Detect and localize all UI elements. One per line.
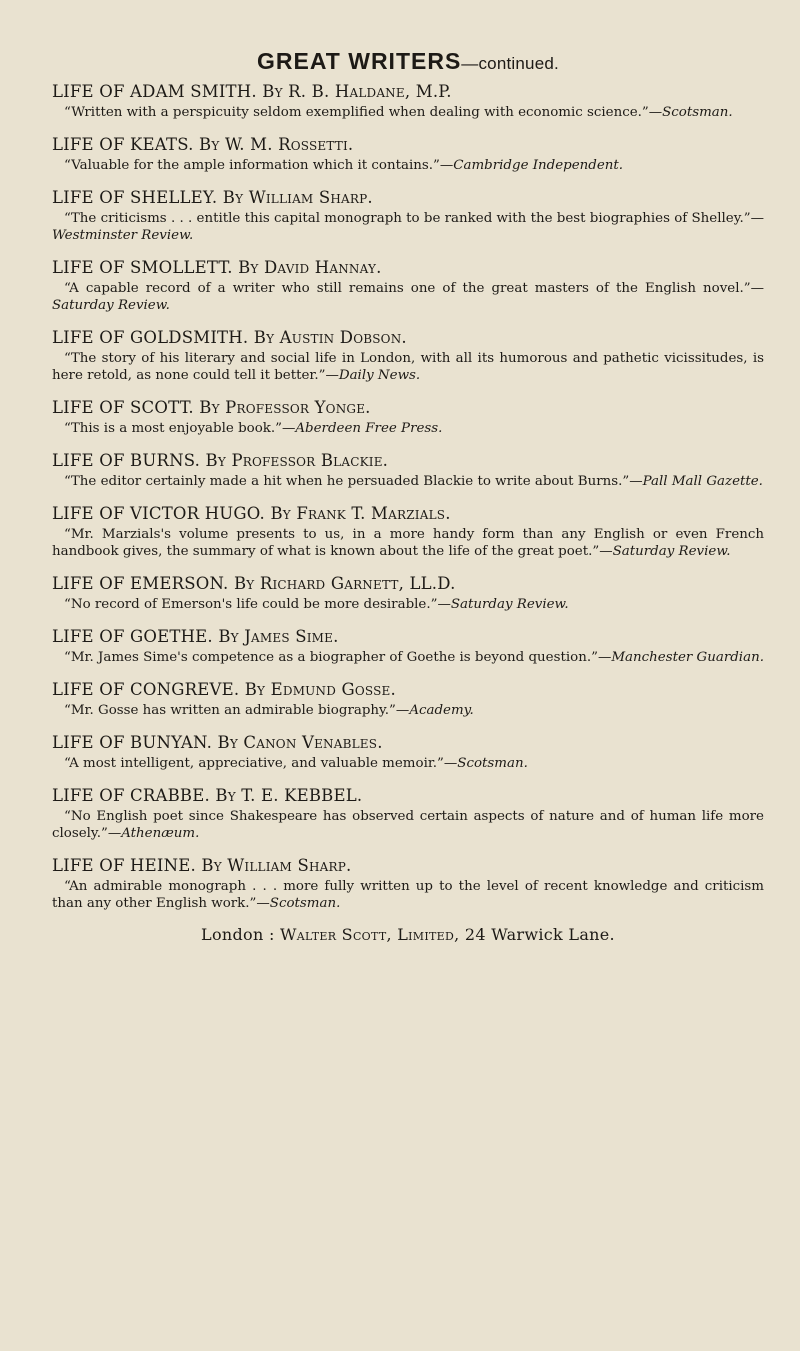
- entry-author: By Austin Dobson.: [253, 328, 407, 347]
- entry-author: By W. M. Rossetti.: [199, 135, 354, 154]
- footer-address: 24 Warwick Lane.: [464, 925, 615, 944]
- list-item: [52, 187, 764, 244]
- entry-title: [52, 257, 764, 279]
- quote-text: “Mr. James Sime's competence as a biographer of Goethe is beyond question.”: [64, 650, 598, 665]
- entry-subject: LIFE OF ADAM SMITH.: [52, 82, 257, 101]
- quote-text: “Valuable for the ample information which it contains.”: [64, 158, 440, 173]
- list-item: [52, 732, 764, 772]
- quote-text: “Mr. Marzials's volume presents to us, in a more handy form than any English or even French handbook gives, the summary of what is known about the life of the great poet.”: [52, 527, 764, 559]
- quote-text: “Written with a perspicuity seldom exemplified when dealing with economic science.”: [64, 105, 649, 120]
- entry-subject: LIFE OF SHELLEY.: [52, 188, 218, 207]
- entry-title: [52, 187, 764, 209]
- entry-subject: LIFE OF SMOLLETT.: [52, 258, 233, 277]
- list-item: [52, 626, 764, 666]
- entry-title: [52, 503, 764, 525]
- quote-text: “This is a most enjoyable book.”: [64, 421, 282, 436]
- entry-subject: LIFE OF GOETHE.: [52, 627, 213, 646]
- footer-place: London :: [201, 925, 275, 944]
- quote-source: —Daily News.: [325, 368, 421, 383]
- entry-author: By David Hannay.: [238, 258, 382, 277]
- entry-title: [52, 450, 764, 472]
- entry-quote: [52, 649, 764, 666]
- page: [52, 48, 764, 944]
- quote-source: —Manchester Guardian.: [597, 650, 764, 665]
- entry-subject: LIFE OF SCOTT.: [52, 398, 194, 417]
- list-item: [52, 679, 764, 719]
- quote-text: “The editor certainly made a hit when he persuaded Blackie to write about Burns.”: [64, 474, 630, 489]
- list-item: [52, 134, 764, 174]
- entry-title: [52, 626, 764, 648]
- quote-source: —Athenæum.: [107, 826, 200, 841]
- entry-quote: [52, 157, 764, 174]
- entry-quote: [52, 473, 764, 490]
- quote-text: “A most intelligent, appreciative, and valuable memoir.”: [64, 756, 444, 771]
- heading-title: GREAT WRITERS: [257, 48, 462, 74]
- entry-quote: [52, 878, 764, 912]
- entry-author: By Professor Yonge.: [199, 398, 371, 417]
- list-item: [52, 327, 764, 384]
- entry-quote: [52, 526, 764, 560]
- entry-subject: LIFE OF BURNS.: [52, 451, 201, 470]
- quote-source: —Scotsman.: [256, 896, 341, 911]
- entry-author: By T. E. KEBBEL.: [215, 786, 363, 805]
- entry-subject: LIFE OF VICTOR HUGO.: [52, 504, 265, 523]
- list-item: [52, 81, 764, 121]
- entry-subject: LIFE OF KEATS.: [52, 135, 194, 154]
- entry-title: [52, 327, 764, 349]
- entry-author: By Canon Venables.: [217, 733, 383, 752]
- quote-text: “No English poet since Shakespeare has observed certain aspects of nature and of human life more closely.”: [52, 809, 764, 841]
- entry-quote: [52, 808, 764, 842]
- entry-subject: LIFE OF EMERSON.: [52, 574, 229, 593]
- entry-title: [52, 573, 764, 595]
- list-item: [52, 257, 764, 314]
- entry-author: By James Sime.: [218, 627, 339, 646]
- quote-text: “The criticisms . . . entitle this capital monograph to be ranked with the best biographies of Shelley.”: [64, 211, 751, 226]
- entry-subject: LIFE OF GOLDSMITH.: [52, 328, 249, 347]
- quote-text: “The story of his literary and social life in London, with all its humorous and pathetic vicissitudes, is here retold, as none could tell it better.”: [52, 351, 764, 383]
- entry-author: By Professor Blackie.: [205, 451, 389, 470]
- entry-author: By Edmund Gosse.: [244, 680, 396, 699]
- entry-author: By William Sharp.: [222, 188, 373, 207]
- entry-title: [52, 81, 764, 103]
- quote-source: —Aberdeen Free Press.: [282, 421, 443, 436]
- quote-source: —Westminster Review.: [52, 211, 764, 243]
- entry-title: [52, 679, 764, 701]
- quote-text: “No record of Emerson's life could be more desirable.”: [64, 597, 438, 612]
- quote-source: —Saturday Review.: [437, 597, 569, 612]
- entry-quote: [52, 702, 764, 719]
- entry-author: By R. B. Haldane, M.P.: [262, 82, 452, 101]
- publisher-footer: [52, 925, 764, 944]
- quote-source: —Scotsman.: [443, 756, 528, 771]
- list-item: [52, 573, 764, 613]
- page-heading: [52, 48, 764, 75]
- entry-quote: [52, 210, 764, 244]
- entry-quote: [52, 420, 764, 437]
- entry-quote: [52, 755, 764, 772]
- entry-quote: [52, 350, 764, 384]
- entry-subject: LIFE OF HEINE.: [52, 856, 196, 875]
- quote-source: —Cambridge Independent.: [439, 158, 624, 173]
- entry-subject: LIFE OF BUNYAN.: [52, 733, 213, 752]
- quote-source: —Academy.: [395, 703, 474, 718]
- entry-title: [52, 732, 764, 754]
- list-item: [52, 397, 764, 437]
- quote-text: “An admirable monograph . . . more fully written up to the level of recent knowledge and criticism than any other English work.”: [52, 879, 764, 911]
- quote-source: —Pall Mall Gazette.: [629, 474, 763, 489]
- entry-title: [52, 134, 764, 156]
- entry-quote: [52, 104, 764, 121]
- heading-suffix: —continued.: [461, 54, 559, 73]
- list-item: [52, 785, 764, 842]
- entry-author: By William Sharp.: [201, 856, 352, 875]
- entry-author: By Richard Garnett, LL.D.: [233, 574, 456, 593]
- entry-author: By Frank T. Marzials.: [270, 504, 451, 523]
- footer-publisher: Walter Scott, Limited,: [280, 925, 460, 944]
- list-item: [52, 855, 764, 912]
- entry-title: [52, 855, 764, 877]
- entry-subject: LIFE OF CRABBE.: [52, 786, 210, 805]
- list-item: [52, 503, 764, 560]
- entry-list: [52, 81, 764, 912]
- quote-source: —Saturday Review.: [52, 281, 764, 313]
- list-item: [52, 450, 764, 490]
- entry-title: [52, 785, 764, 807]
- entry-title: [52, 397, 764, 419]
- entry-quote: [52, 280, 764, 314]
- entry-quote: [52, 596, 764, 613]
- quote-text: “A capable record of a writer who still remains one of the great masters of the English novel.”: [64, 281, 751, 296]
- quote-source: —Scotsman.: [648, 105, 733, 120]
- entry-subject: LIFE OF CONGREVE.: [52, 680, 240, 699]
- quote-text: “Mr. Gosse has written an admirable biography.”: [64, 703, 396, 718]
- quote-source: —Saturday Review.: [599, 544, 731, 559]
